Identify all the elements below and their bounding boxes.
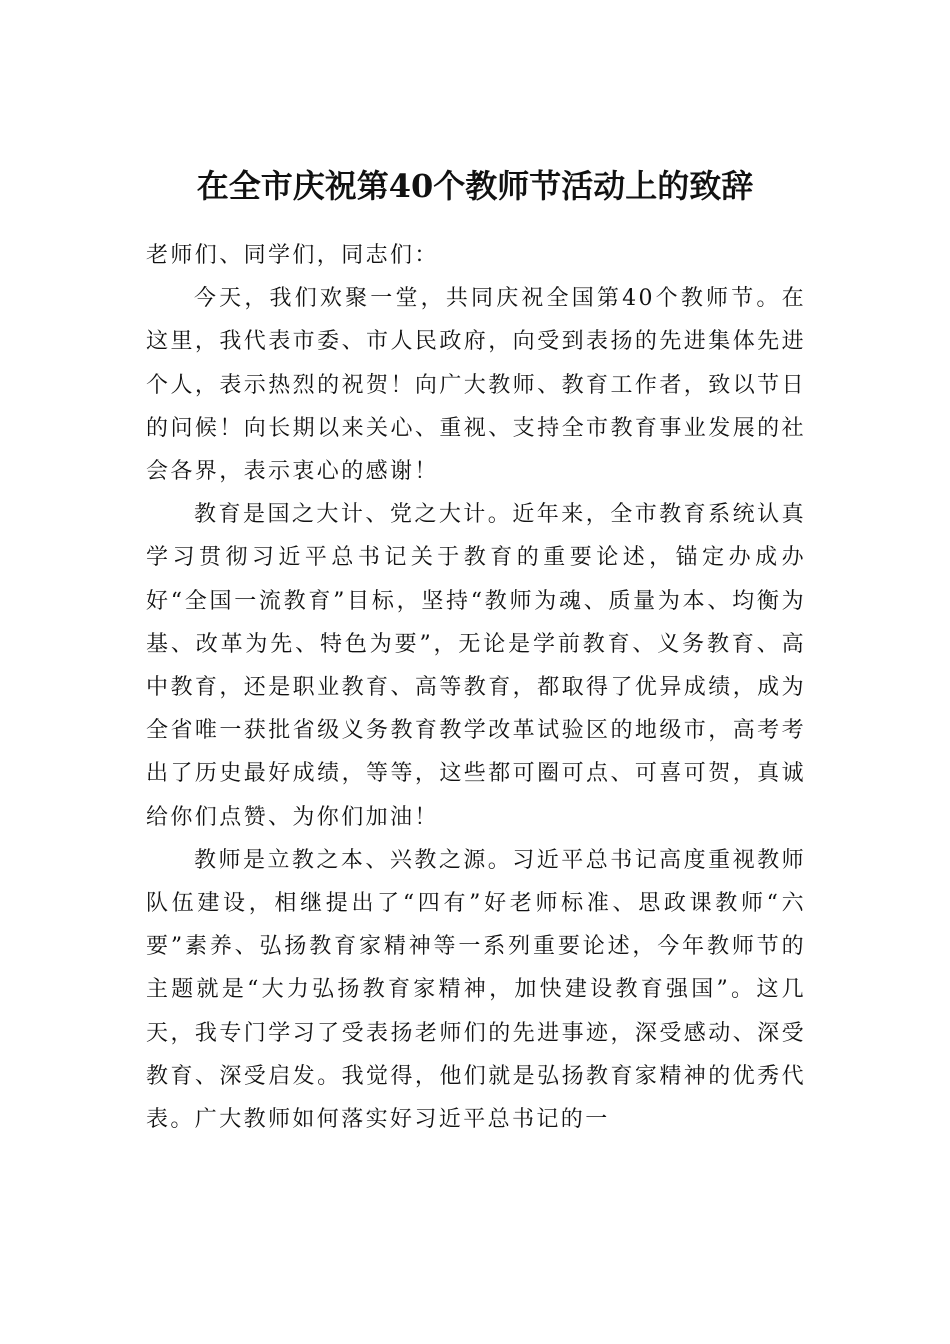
paragraph-3: 教师是立教之本、兴教之源。习近平总书记高度重视教师队伍建设，相继提出了“四有”好老师标准、思政课教师“六要”素养、弘扬教育家精神等一系列重要论述，今年教师节的主题就是“大力弘扬教育家精神，加快建设教育强国”。这几天，我专门学习了受表扬老师们的先进事迹，深受感动、深受教育、深受启发。我觉得，他们就是弘扬教育家精神的优秀代表。广大教师如何落实好习近平总书记的一 bbox=[146, 847, 806, 1133]
paragraph-2: 教育是国之大计、党之大计。近年来，全市教育系统认真学习贯彻习近平总书记关于教育的重要论述，锚定办成办好“全国一流教育”目标，坚持“教师为魂、质量为本、均衡为基、改革为先、特色为要”，无论是学前教育、义务教育、高中教育，还是职业教育、高等教育，都取得了优异成绩，成为全省唯一获批省级义务教育教学改革试验区的地级市，高考考出了历史最好成绩，等等，这些都可圈可点、可喜可贺，真诚给你们点赞、为你们加油！ bbox=[146, 502, 806, 830]
document-body bbox=[146, 234, 806, 1141]
paragraph-1: 今天，我们欢聚一堂，共同庆祝全国第40个教师节。在这里，我代表市委、市人民政府，向受到表扬的先进集体先进个人，表示热烈的祝贺！向广大教师、教育工作者，致以节日的问候！向长期以来关心、重视、支持全市教育事业发展的社会各界，表示衷心的感谢！ bbox=[146, 286, 806, 485]
salutation: 老师们、同学们，同志们： bbox=[146, 243, 439, 268]
document-title: 在全市庆祝第40个教师节活动上的致辞 bbox=[196, 167, 754, 205]
